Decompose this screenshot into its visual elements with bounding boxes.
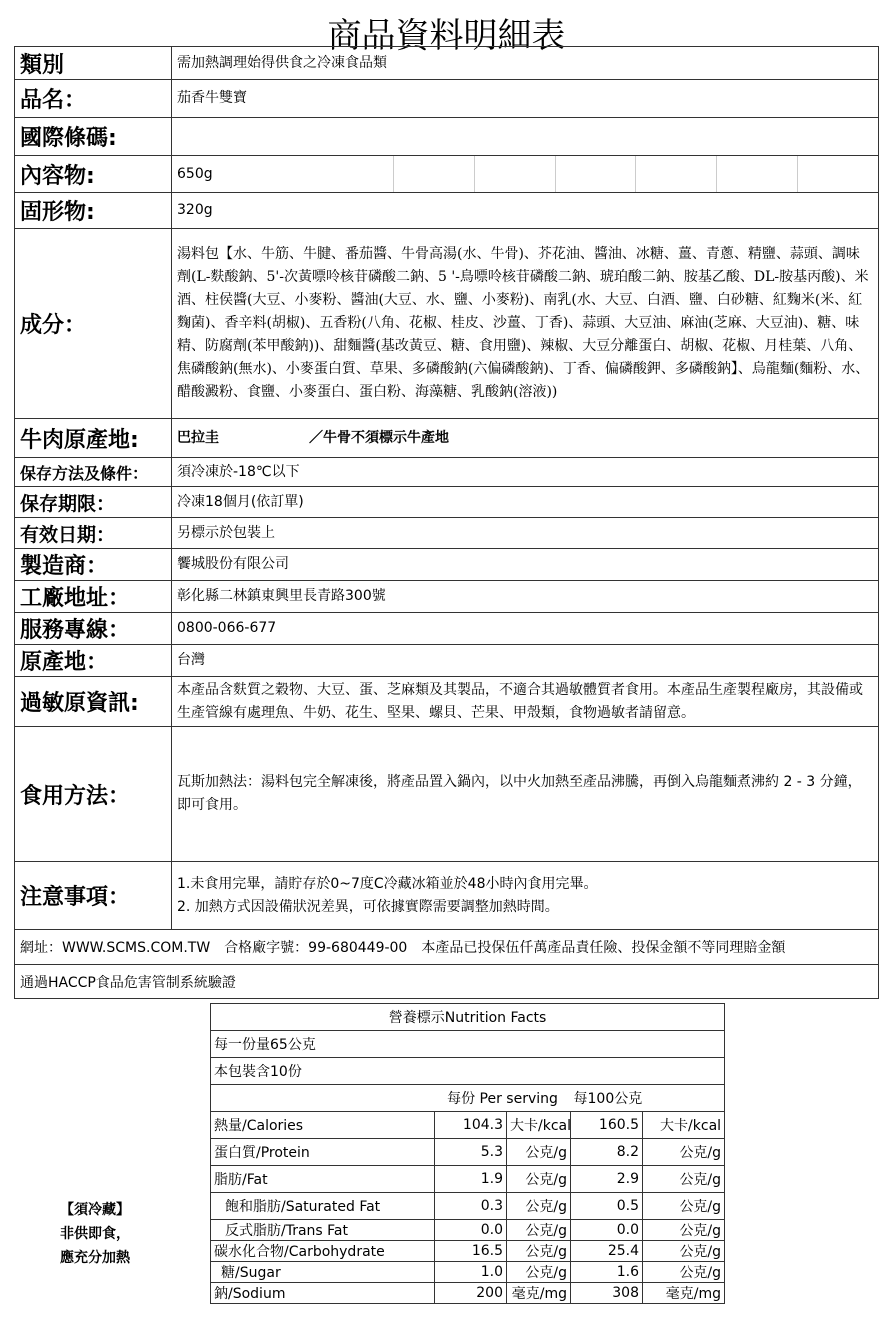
ingredients-value: 湯料包【水、牛筋、牛腱、番茄醬、牛骨高湯(水、牛骨)、芥花油、醬油、冰糖、薑、青蔥、精鹽、蒜頭、調味劑(L-麩酸鈉、5'-次黃嘌呤核苷磷酸二鈉、5 '-鳥嘌呤核苷磷酸二鈉、琥珀酸二鈉、胺基乙酸、DL-胺基丙酸)、米酒、柱侯醬(大豆、小麥粉、醬油(大豆、水、鹽、小麥粉)、南乳(水、大豆、白酒、鹽、白砂糖、紅麴米(米、紅麴菌)、香辛料(胡椒)、五香粉(八角、花椒、桂皮、沙薑、丁香)、蒜頭、大豆油、麻油(芝麻、大豆油)、糖、味精、防腐劑(苯甲酸鈉))、甜麵醬(基改黃豆、糖、食用鹽)、辣椒、大豆分離蛋白、胡椒、花椒、月桂葉、八角、焦磷酸鈉(無水)、小麥蛋白質、草果、多磷酸鈉(六偏磷酸鈉)、丁香、偏磷酸鉀、多磷酸鈉】、烏龍麵(麵粉、水、醋酸澱粉、食鹽、小麥蛋白、蛋白粉、海藻糖、乳酸鈉(溶液)): [172, 229, 879, 419]
content-grid: [172, 156, 878, 192]
page-title: 商品資料明細表: [327, 16, 566, 56]
unit-per-100g: 公克/g: [643, 1166, 725, 1193]
unit-per-100g: 公克/g: [643, 1262, 725, 1283]
storage-label: 保存方法及條件：: [15, 458, 172, 487]
nutrient-name: 飽和脂肪/Saturated Fat: [211, 1193, 435, 1220]
nutrition-rows: [211, 1112, 725, 1304]
barcode-label: 國際條碼:: [15, 118, 172, 156]
row-name: [15, 80, 879, 118]
usage-value: 瓦斯加熱法：湯料包完全解凍後，將產品置入鍋內，以中火加熱至產品沸騰，再倒入烏龍麵煮沸約 2 - 3 分鐘，即可食用。: [172, 727, 879, 862]
notice-line-2: 2. 加熱方式因設備狀況差異，可依據實際需要調整加熱時間。: [177, 898, 559, 915]
value-per-serving: 104.3: [435, 1112, 507, 1139]
category-value: 需加熱調理始得供食之冷凍食品類: [172, 47, 879, 80]
usage-label: 食用方法：: [15, 727, 172, 862]
nutrition-row: [211, 1262, 725, 1283]
maker-value: 饗城股份有限公司: [172, 549, 879, 581]
value-per-serving: 0.0: [435, 1220, 507, 1241]
row-factory: [15, 581, 879, 613]
nutrition-row: [211, 1139, 725, 1166]
value-per-100g: 0.0: [571, 1220, 643, 1241]
expiry-label: 有效日期：: [15, 518, 172, 549]
row-footer-1: [15, 930, 879, 965]
allergen-label: 過敏原資訊:: [15, 677, 172, 727]
grid-cell: [555, 156, 636, 192]
row-shelf: [15, 487, 879, 518]
nutrient-name: 鈉/Sodium: [211, 1283, 435, 1304]
unit-per-100g: 公克/g: [643, 1193, 725, 1220]
nutrition-title: 營養標示Nutrition Facts: [211, 1004, 725, 1031]
row-ingredients: [15, 229, 879, 419]
nutrition-row: [211, 1166, 725, 1193]
unit-per-serving: 公克/g: [507, 1262, 571, 1283]
unit-per-serving: 公克/g: [507, 1241, 571, 1262]
content-value: 650g: [177, 166, 213, 182]
unit-per-serving: 毫克/mg: [507, 1283, 571, 1304]
value-per-100g: 25.4: [571, 1241, 643, 1262]
nutrient-name: 蛋白質/Protein: [211, 1139, 435, 1166]
row-expiry: [15, 518, 879, 549]
row-notice: [15, 862, 879, 930]
header-blank: [211, 1085, 435, 1112]
row-barcode: [15, 118, 879, 156]
servings-count: 本包裝含10份: [211, 1058, 725, 1085]
nutrient-name: 脂肪/Fat: [211, 1166, 435, 1193]
footer-1: 網址：WWW.SCMS.COM.TW 合格廠字號：99-680449-00 本產品已投保伍仟萬產品責任險、投保金額不等同理賠金額: [15, 930, 879, 965]
storage-note: [60, 1198, 130, 1270]
col-per-100: 每100公克: [571, 1085, 725, 1112]
row-beef-origin: [15, 419, 879, 458]
spec-table: [14, 46, 879, 999]
nutrition-row: [211, 1220, 725, 1241]
unit-per-serving: 公克/g: [507, 1139, 571, 1166]
maker-label: 製造商：: [15, 549, 172, 581]
value-per-serving: 16.5: [435, 1241, 507, 1262]
nutrient-name: 反式脂肪/Trans Fat: [211, 1220, 435, 1241]
solid-value: 320g: [172, 193, 879, 229]
row-maker: [15, 549, 879, 581]
solid-label: 固形物:: [15, 193, 172, 229]
name-label: 品名：: [15, 80, 172, 118]
unit-per-100g: 公克/g: [643, 1139, 725, 1166]
row-hotline: [15, 613, 879, 645]
notice-line-1: 1.未食用完畢，請貯存於0~7度C冷藏冰箱並於48小時內食用完畢。: [177, 875, 598, 892]
origin-value: 台灣: [172, 645, 879, 677]
note-line-1: 【須冷藏】: [60, 1202, 130, 1218]
footer-2: 通過HACCP食品危害管制系統驗證: [15, 965, 879, 999]
value-per-100g: 8.2: [571, 1139, 643, 1166]
nutrition-row: [211, 1283, 725, 1304]
unit-per-serving: 公克/g: [507, 1220, 571, 1241]
value-per-serving: 200: [435, 1283, 507, 1304]
beef-origin-value: 巴拉圭: [177, 429, 219, 446]
note-line-3: 應充分加熱: [60, 1250, 130, 1266]
storage-value: 須冷凍於-18℃以下: [172, 458, 879, 487]
factory-value: 彰化縣二林鎮東興里長青路300號: [172, 581, 879, 613]
value-per-serving: 5.3: [435, 1139, 507, 1166]
row-origin: [15, 645, 879, 677]
barcode-value: [172, 118, 879, 156]
value-per-100g: 0.5: [571, 1193, 643, 1220]
category-label: 類別: [15, 47, 172, 80]
row-footer-2: [15, 965, 879, 999]
grid-cell: [474, 156, 555, 192]
expiry-value: 另標示於包裝上: [172, 518, 879, 549]
row-category: [15, 47, 879, 80]
shelf-label: 保存期限：: [15, 487, 172, 518]
row-solid: [15, 193, 879, 229]
nutrition-row: [211, 1193, 725, 1220]
grid-cell: [635, 156, 716, 192]
nutrition-header-row: [211, 1085, 725, 1112]
unit-per-100g: 毫克/mg: [643, 1283, 725, 1304]
value-per-100g: 2.9: [571, 1166, 643, 1193]
notice-cell: [172, 862, 879, 930]
unit-per-serving: 大卡/kcal: [507, 1112, 571, 1139]
beef-origin-label: 牛肉原產地:: [15, 419, 172, 458]
origin-label: 原產地：: [15, 645, 172, 677]
value-per-serving: 1.9: [435, 1166, 507, 1193]
grid-cell: [716, 156, 797, 192]
nutrient-name: 糖/Sugar: [211, 1262, 435, 1283]
nutrition-row: [211, 1112, 725, 1139]
unit-per-100g: 公克/g: [643, 1241, 725, 1262]
content-cell: [172, 156, 879, 193]
value-per-serving: 1.0: [435, 1262, 507, 1283]
nutrient-name: 碳水化合物/Carbohydrate: [211, 1241, 435, 1262]
servings-row: [211, 1058, 725, 1085]
value-per-100g: 308: [571, 1283, 643, 1304]
shelf-value: 冷凍18個月(依訂單): [172, 487, 879, 518]
factory-label: 工廠地址：: [15, 581, 172, 613]
hotline-label: 服務專線：: [15, 613, 172, 645]
unit-per-100g: 大卡/kcal: [643, 1112, 725, 1139]
unit-per-serving: 公克/g: [507, 1193, 571, 1220]
name-value: 茄香牛雙寶: [172, 80, 879, 118]
beef-origin-cell: [172, 419, 879, 458]
value-per-serving: 0.3: [435, 1193, 507, 1220]
nutrition-title-row: [211, 1004, 725, 1031]
content-label: 內容物:: [15, 156, 172, 193]
grid-cell: [797, 156, 878, 192]
row-content: [15, 156, 879, 193]
value-per-100g: 160.5: [571, 1112, 643, 1139]
ingredients-label: 成分：: [15, 229, 172, 419]
serving-size: 每一份量65公克: [211, 1031, 725, 1058]
nutrition-row: [211, 1241, 725, 1262]
value-per-100g: 1.6: [571, 1262, 643, 1283]
row-usage: [15, 727, 879, 862]
allergen-value: 本產品含麩質之穀物、大豆、蛋、芝麻類及其製品，不適合其過敏體質者食用。本產品生產製程廠房，其設備或生產管線有處理魚、牛奶、花生、堅果、螺貝、芒果、甲殼類，食物過敏者請留意。: [172, 677, 879, 727]
hotline-value: 0800-066-677: [172, 613, 879, 645]
col-per-serving: 每份 Per serving: [435, 1085, 571, 1112]
note-line-2: 非供即食，: [60, 1226, 130, 1242]
row-storage: [15, 458, 879, 487]
nutrient-name: 熱量/Calories: [211, 1112, 435, 1139]
unit-per-serving: 公克/g: [507, 1166, 571, 1193]
unit-per-100g: 公克/g: [643, 1220, 725, 1241]
row-allergen: [15, 677, 879, 727]
grid-cell: [393, 156, 474, 192]
notice-label: 注意事項：: [15, 862, 172, 930]
beef-origin-note: ／牛骨不須標示牛產地: [309, 429, 449, 446]
serving-size-row: [211, 1031, 725, 1058]
nutrition-table: [210, 1003, 725, 1304]
